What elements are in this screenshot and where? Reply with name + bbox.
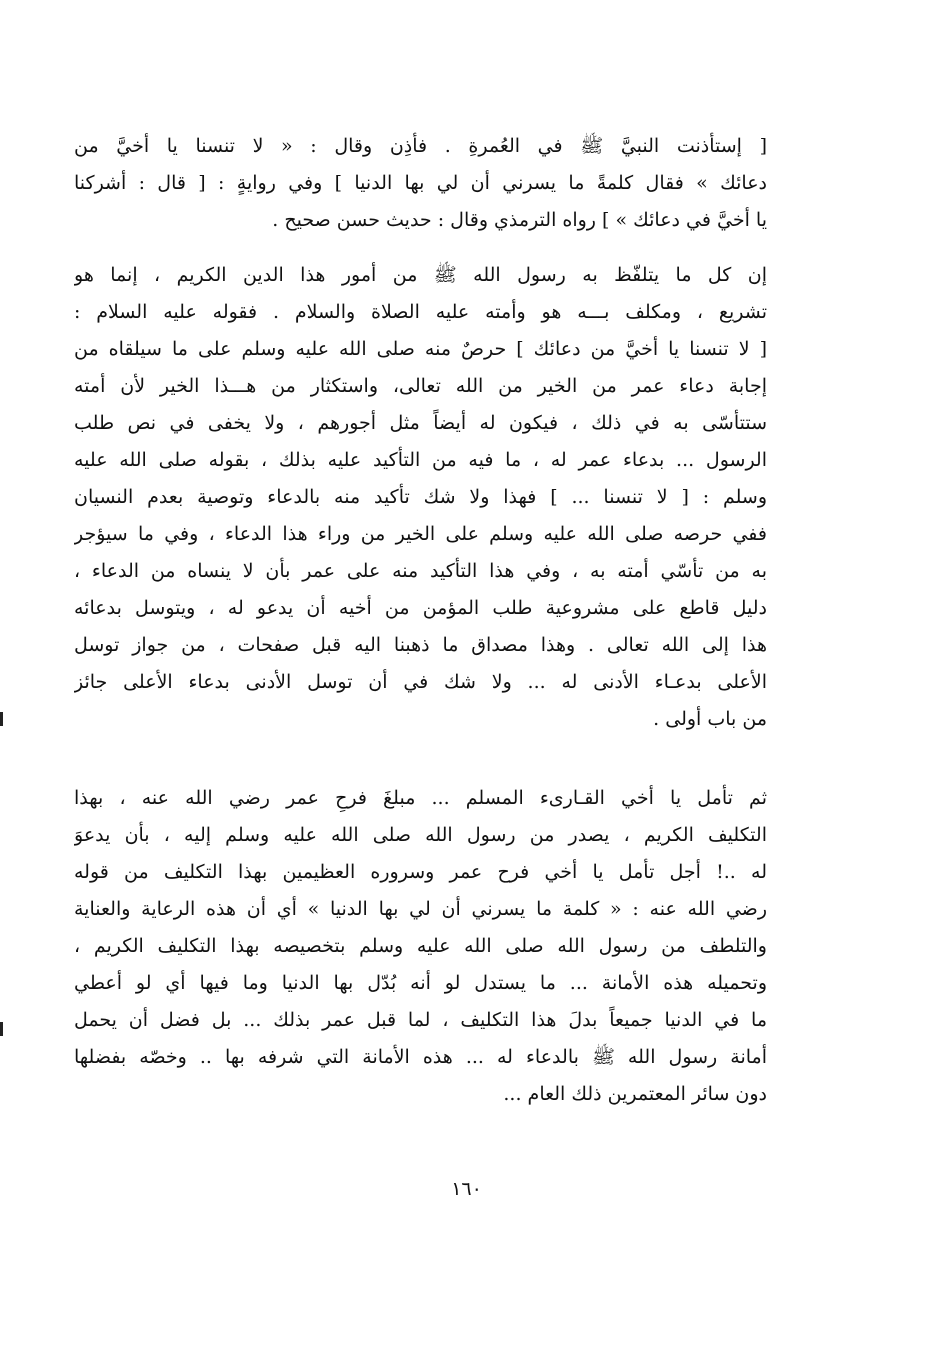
text-line: له ..! أجل تأمل يا أخي فرح عمر وسروره العظيمين بهذا التكليف من قوله <box>74 861 767 883</box>
text-line: والتلطف من رسول الله صلى الله عليه وسلم بتخصيصه بهذا التكليف الكريم ، <box>74 935 767 957</box>
text-line: التكليف الكريم ، يصدر من رسول الله صلى الله عليه وسلم إليه ، بأن يدعوَ <box>74 824 767 846</box>
text-line: يا أخيَّ في دعائك » ] رواه الترمذي وقال : حديث حسن صحيح . <box>272 209 767 231</box>
text-line: رضي الله عنه : « كلمة ما يسرني أن لي بها الدنيا » أي أن هذه الرعاية والعناية <box>74 898 767 920</box>
text-line: دليل قاطع على مشروعية طلب المؤمن من أخيه أن يدعو له ، ويتوسل بدعائه <box>74 597 767 619</box>
text-line: دون سائر المعتمرين ذلك العام ... <box>503 1083 767 1105</box>
text-line: هذا إلى الله تعالى . وهذا مصداق ما ذهبنا اليه قبل صفحات ، من جواز توسل <box>74 634 767 656</box>
text-line: من باب أولى . <box>653 708 767 730</box>
scan-edge-mark <box>0 712 3 726</box>
page-number: ١٦٠ <box>451 1178 482 1200</box>
scan-edge-mark <box>0 1022 3 1036</box>
text-line: أمانة رسول الله ﷺ بالدعاء له ... هذه الأمانة التي شرفه بها .. وخصّه بفضلها <box>74 1046 767 1068</box>
text-line: تشريع ، ومكلف بـــه هو وأمته عليه الصلاة والسلام . فقوله عليه السلام : <box>74 301 767 323</box>
paragraph-commentary <box>74 257 767 738</box>
text-line: [ لا تنسنا يا أخيَّ من دعائك ] حرصٌ منه صلى الله عليه وسلم على ما سيلقاه من <box>74 338 767 360</box>
text-line: إن كل ما يتلفّظ به رسول الله ﷺ من أمور هذا الدين الكريم ، إنما هو <box>74 264 767 286</box>
paragraph-hadith-quote <box>74 128 767 239</box>
text-line: الرسول ... بدعاء عمر له ، ما فيه من التأكيد عليه بذلك ، بقوله صلى الله عليه <box>74 449 767 471</box>
text-line: إجابة دعاء عمر من الخير من الله تعالى، واستكثار من هـــذا الخير لأن أمته <box>74 375 767 397</box>
paragraph-reflection <box>74 780 767 1113</box>
text-line: [ إستأذنت النبيَّ ﷺ في العُمرةِ . فأذِن وقال : « لا تنسنا يا أخيَّ من <box>74 135 767 157</box>
text-line: الأعلى بدعـاء الأدنى له ... ولا شك في أن توسل الأدنى بدعاء الأعلى جائز <box>74 671 767 693</box>
text-line: ثم تأمل يا أخي القـارىء المسلم ... مبلغَ فرحِ عمر رضي الله عنه ، بهذا <box>74 787 767 809</box>
text-line: ففي حرصه صلى الله عليه وسلم على الخير من وراء هذا الدعاء ، وفي ما سيؤجر <box>74 523 767 545</box>
text-line: وتحميله هذه الأمانة ... ما يستدل لو أنه بُدّل بها الدنيا وما فيها أي لو أعطي <box>74 972 767 994</box>
text-line: وسلم : [ لا تنسنا ... ] فهذا ولا شك تأكيد منه بالدعاء وتوصية بعدم النسيان <box>74 486 767 508</box>
text-line: به من تأسّي أمته به ، وفي هذا التأكيد منه على عمر بأن لا ينساه من الدعاء ، <box>74 560 767 582</box>
text-line: ما في الدنيا جميعاً بدلَ هذا التكليف ، لما قبل عمر بذلك ... بل فضل أن يحمل <box>74 1009 767 1031</box>
text-line: دعائك » فقال كلمةً ما يسرني أن لي بها الدنيا ] وفي روايةٍ : [ قال : أشركنا <box>74 172 767 194</box>
text-line: ستتأسّى به في ذلك ، فيكون له أيضاً مثل أجورهم ، ولا يخفى في نص طلب <box>74 412 767 434</box>
